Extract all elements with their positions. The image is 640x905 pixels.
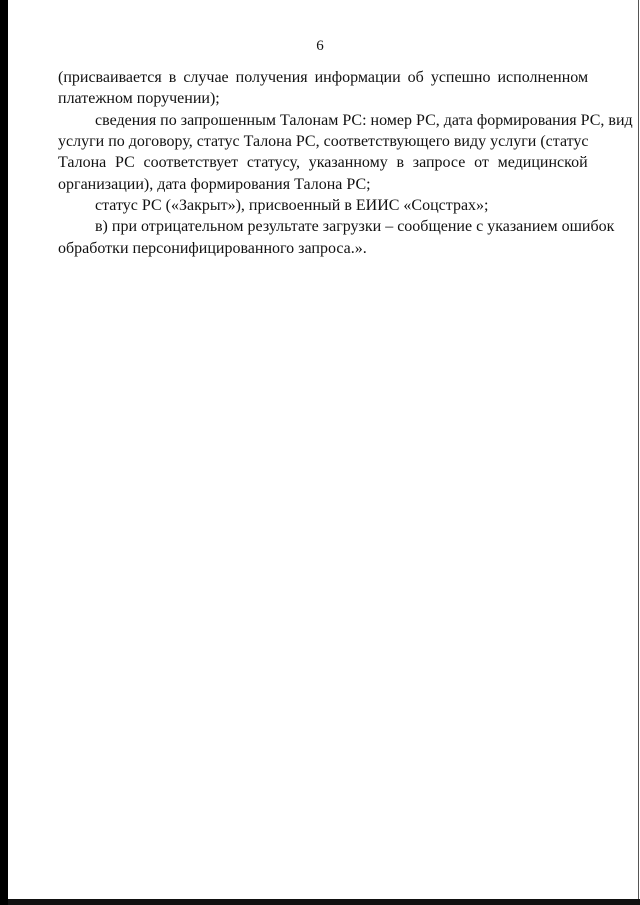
text-line: в) при отрицательном результате загрузки – сообщение с указанием ошибок	[95, 218, 615, 235]
scan-edge-bottom	[8, 899, 640, 905]
text-line: услуги по договору, статус Талона РС, соответствующего виду услуги (статус	[58, 133, 589, 150]
text-line: обработки персонифицированного запроса.».	[58, 240, 367, 257]
page-number: 6	[316, 38, 324, 54]
scan-edge-right	[638, 0, 639, 905]
text-line: (присваивается в случае получения информации об успешно исполненном	[58, 69, 589, 86]
text-line: сведения по запрошенным Талонам РС: номер РС, дата формирования РС, вид	[95, 112, 633, 129]
scan-edge-left	[0, 0, 8, 905]
text-line: Талона РС соответствует статусу, указанному в запросе от медицинской	[58, 154, 588, 171]
text-line: статус РС («Закрыт»), присвоенный в ЕИИС «Соцстрах»;	[95, 197, 489, 214]
text-line: платежном поручении);	[58, 90, 220, 107]
text-line: организации), дата формирования Талона РС;	[58, 176, 371, 193]
